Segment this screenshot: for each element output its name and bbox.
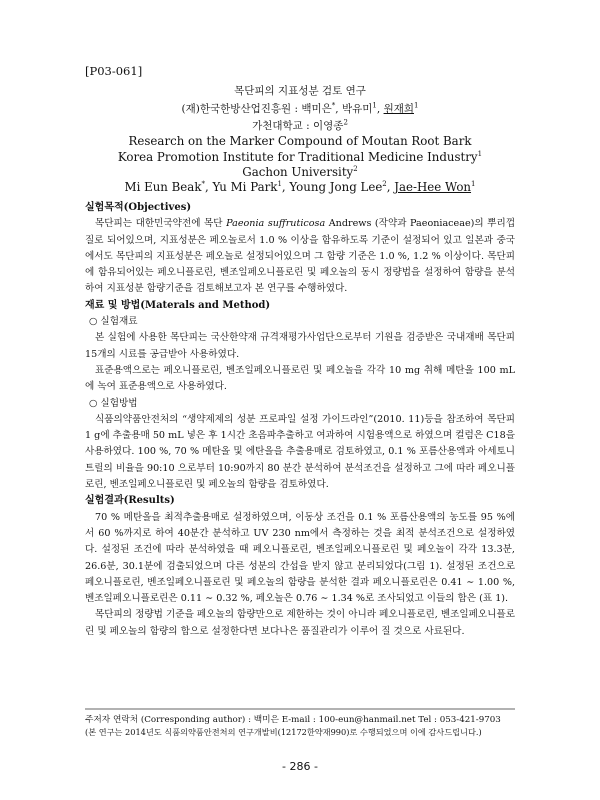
objectives-text: Andrews (작약과 Paeoniaceae)의 뿌리껍질로 되어있으며, 지표성분은 페오놀로서 1.0 % 이상을 함유하도록 기준이 설정되어 있고 일본과 중국에서도 목단피의 지표성분은 페오놀로 설정되어있으며 그 함량 기준은 1.0 %, 1.2 % 이상이다. 목단피에 함유되어있는 페오니플로린, 벤조일페오니플로린 및 페오놀의 동시 정량법을 설정하여 함량을 분석하여 지표성분 함량기준을 검토해보고자 본 연구를 수행하였다. [85, 218, 515, 295]
results-paragraph-1: 70 % 메탄올을 최적추출용매로 설정하였으며, 이동상 조건을 0.1 % 포름산용액의 농도를 95 %에서 60 %까지로 하여 40분간 분석하고 UV 230 nm에서 측정하는 것을 최적 분석조건으로 설정하였다. 설정된 조건에 따라 분석하였을 때 페오니플로린, 벤조일페오니플로린 및 페오놀이 각각 13.3분, 26.6분, 30.1분에 검출되었으며 다른 성분의 간섭을 받지 않고 분리되었다(그림 1). 설정된 조건으로 페오니플로린, 벤조일페오니플로린 및 페오놀의 함량을 분석한 결과 페오니플로린은 0.41 ∼ 1.00 %, 벤조일페오니플로린은 0.11 ∼ 0.32 %, 페오놀은 0.76 ∼ 1.34 %로 조사되었고 이들의 합은 (표 1). [85, 511, 515, 605]
university-sup: 2 [353, 165, 358, 174]
title-english: Research on the Marker Compound of Moutan Root Bark [128, 134, 472, 148]
methods-heading: 재료 및 방법(Materals and Method) [85, 299, 271, 311]
author-sup: 1 [277, 180, 282, 189]
page-number: - 286 - [282, 760, 318, 773]
authors-english [60, 180, 540, 194]
results-heading: 실험결과(Results) [85, 495, 175, 507]
title-korean: 목단피의 지표성분 검토 연구 [234, 85, 366, 97]
method-paragraph: 식품의약품안전처의 “생약제제의 성분 프로파일 설정 가이드라인”(2010. 11)등을 참조하여 목단피 1 g에 추출용매 50 mL 넣은 후 1시간 초음파추출하고 여과하여 시험용액으로 하였으며 컬럼은 C18을 사용하였다. 100 %, 70 % 메탄올 및 에탄올을 추출용매로 검토하였고, 0.1 % 포름산용액과 아세토니트릴의 비율을 90:10 으로부터 10:90까지 80 분간 분석하여 분석조건을 설정하고 그에 따라 페오니플로린, 벤조일페오니플로린 및 페오놀의 함량을 검토하였다. [85, 413, 515, 491]
abstract-code: [P03-061] [85, 64, 143, 78]
abstract-body [85, 200, 515, 640]
author-text: Mi Eun Beak [124, 180, 202, 194]
author-text: , 박유미 [335, 103, 373, 115]
author-sup: 1 [414, 101, 419, 110]
species-name: Paeonia suffruticosa [226, 218, 326, 230]
institute-text: Korea Promotion Institute for Traditional Medicine Industry [117, 150, 478, 164]
objectives-heading: 실험목적(Objectives) [85, 202, 192, 213]
materials-paragraph-2: 표준용액으로는 페오니플로린, 벤조일페오니플로린 및 페오놀을 각각 10 mg 취해 메탄올 100 mL에 녹여 표준용액으로 사용하였다. [85, 364, 515, 393]
objectives-text: 목단피는 대한민국약전에 목단 [95, 218, 227, 230]
method-subheading: ○ 실험방법 [89, 397, 138, 409]
author-sup: 2 [343, 118, 348, 127]
materials-subheading: ○ 실험재료 [89, 316, 138, 328]
institute-english [60, 150, 540, 164]
affiliation-korean-2 [60, 118, 540, 133]
institute-sup: 1 [477, 150, 483, 159]
author-text: , Yu Mi Park [204, 180, 278, 194]
affiliation-korean-1 [60, 101, 540, 116]
corresponding-author-ko: 원재희 [383, 103, 414, 115]
author-text: (재)한국한방산업진흥원 : 백미은 [181, 103, 332, 115]
materials-paragraph-1: 본 실험에 사용한 목단피는 국산한약재 규격재평가사업단으로부터 기원을 검증받은 국내재배 목단피 15개의 시료를 공급받아 사용하였다. [85, 332, 515, 360]
university-text: Gachon University [242, 165, 354, 179]
author-sup: * [331, 101, 336, 110]
author-text: 가천대학교 : 이영종 [252, 120, 344, 132]
objectives-paragraph [85, 216, 515, 297]
footer-divider [85, 708, 515, 710]
author-sup: 1 [372, 101, 377, 110]
results-paragraph-2: 목단피의 정량법 기준을 페오놀의 함량만으로 제한하는 것이 아니라 페오니플로린, 벤조일페오니플로린 및 페오놀의 함량의 합으로 설정한다면 보다나은 품질관리가 이루어 질 것으로 사료된다. [85, 609, 515, 637]
funding-note: (본 연구는 2014년도 식품의약품안전처의 연구개발비(12172한약재990)로 수행되었으며 이에 감사드립니다.) [85, 727, 482, 737]
corresponding-contact: 주저자 연락처 (Corresponding author) : 백미은 E-mail : 100-eun@hanmail.net Tel : 053-421-9703 [85, 715, 501, 725]
author-sup: * [201, 180, 205, 189]
university-english [60, 165, 540, 179]
author-sup: 1 [471, 180, 476, 189]
author-sup: 2 [382, 180, 387, 189]
author-sep: , [376, 103, 384, 115]
author-text: , Young Jong Lee [281, 180, 383, 194]
corresponding-author-en: Jae-Hee Won [394, 180, 472, 194]
author-sep: , [386, 180, 395, 194]
